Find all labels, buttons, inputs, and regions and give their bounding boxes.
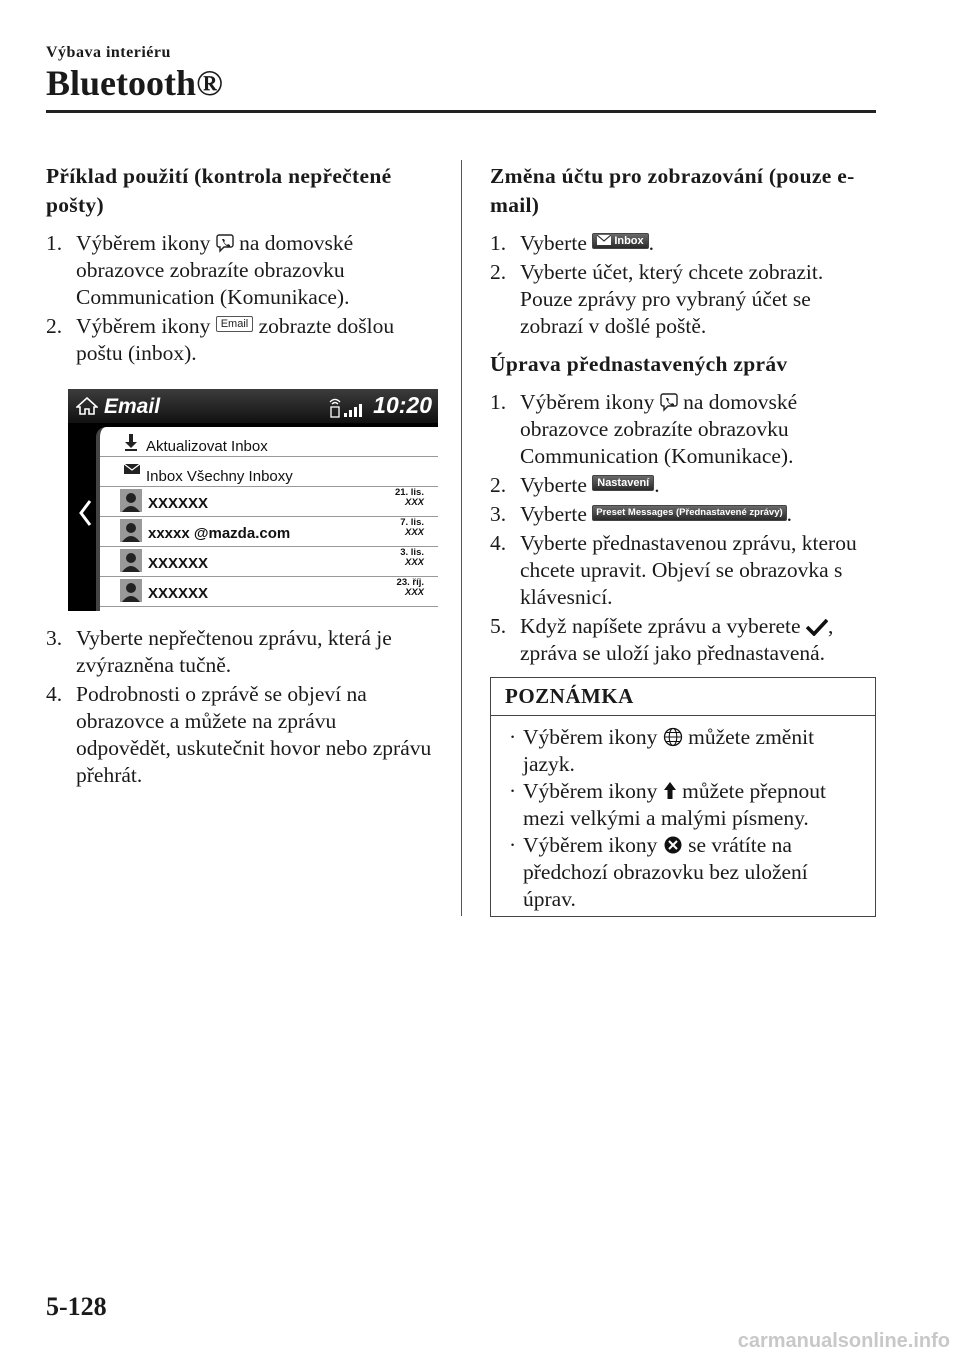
chapter-title: Bluetooth® <box>46 63 223 103</box>
message-sender: XXXXXX <box>148 555 209 572</box>
back-chevron-icon[interactable] <box>78 499 92 527</box>
step-number: 2. <box>490 260 507 284</box>
note-item: · Výběrem ikony se vrátíte na předchozí obrazovku bez uložení úprav. <box>509 833 808 911</box>
message-row[interactable] <box>100 577 438 607</box>
step-number: 1. <box>490 390 507 414</box>
section-heading-account: Změna účtu pro zobrazování (pouze e-mail) <box>490 164 855 217</box>
step-item <box>490 501 876 528</box>
message-sender: xxxxx @mazda.com <box>148 525 291 542</box>
step-text: Vyberte <box>520 231 587 255</box>
step-text: Výběrem ikony <box>76 231 211 255</box>
inbox-list <box>96 427 438 611</box>
step-item <box>46 681 436 789</box>
inbox-button-glyph: Inbox <box>592 233 648 249</box>
step-item <box>490 472 876 499</box>
communication-icon <box>660 392 678 412</box>
step-item <box>490 389 876 470</box>
note-box <box>490 677 876 917</box>
contact-avatar-icon <box>120 549 142 572</box>
note-item: · Výběrem ikony můžete přepnout mezi velkými a malými písmeny. <box>509 779 826 830</box>
message-row[interactable] <box>100 487 438 517</box>
menu-row-label: Aktualizovat Inbox <box>146 438 268 455</box>
communication-icon <box>216 233 234 253</box>
header-rule <box>46 110 876 113</box>
section-label: Výbava interiéru <box>46 44 171 61</box>
step-number: 4. <box>46 682 63 706</box>
screen-title: Email <box>104 395 161 418</box>
steps-list-account <box>490 230 876 340</box>
envelope-icon <box>597 235 611 245</box>
message-row[interactable] <box>100 517 438 547</box>
step-text: Výběrem ikony <box>76 314 211 338</box>
section-heading-presets: Úprava přednastavených zpráv <box>490 352 788 376</box>
note-text: Výběrem ikony <box>523 833 658 857</box>
settings-button-glyph: Nastavení <box>592 475 654 491</box>
page-number: 5-128 <box>46 1292 107 1321</box>
contact-avatar-icon <box>120 579 142 602</box>
step-text: Vyberte přednastavenou zprávu, kterou chcete upravit. Objeví se obrazovka s klávesnicí. <box>520 531 857 609</box>
step-text: na domovské obrazovce zobrazíte obrazovku Communication (Komunikace). <box>520 390 798 468</box>
step-number: 3. <box>46 626 63 650</box>
email-screen-illustration <box>68 389 438 611</box>
steps-list-left-continued <box>46 625 436 789</box>
menu-row-label: Inbox Všechny Inboxy <box>146 468 293 485</box>
note-text: můžete přepnout mezi velkými a malými písmeny. <box>523 779 826 830</box>
note-text: Výběrem ikony <box>523 725 658 749</box>
note-list <box>491 716 875 913</box>
message-sender: XXXXXX <box>148 495 209 512</box>
step-text: na domovské obrazovce zobrazíte obrazovku Communication (Komunikace). <box>76 231 354 309</box>
steps-list-left <box>46 230 436 367</box>
step-text: . <box>654 473 660 497</box>
step-item <box>490 530 876 611</box>
note-text: se vrátíte na předchozí obrazovku bez uložení úprav. <box>523 833 808 911</box>
message-date: 21. lis. XXX <box>394 487 424 508</box>
step-number: 1. <box>490 231 507 255</box>
step-item <box>46 313 436 367</box>
step-text: , zpráva se uloží jako přednastavená. <box>520 614 834 665</box>
steps-list-presets <box>490 389 876 667</box>
message-row[interactable] <box>100 547 438 577</box>
message-sender: XXXXXX <box>148 585 209 602</box>
section-heading-unread-mail: Příklad použití (kontrola nepřečtené pošty) <box>46 164 392 217</box>
step-text: Vyberte <box>520 502 587 526</box>
checkmark-icon <box>806 618 828 636</box>
step-text: Vyberte <box>520 473 587 497</box>
shift-arrow-icon <box>663 781 677 801</box>
message-date: 7. lis. XXX <box>400 517 424 538</box>
email-button-glyph: Email <box>216 316 254 332</box>
step-text: . <box>786 502 793 526</box>
contact-avatar-icon <box>120 489 142 512</box>
cancel-x-icon <box>663 835 683 855</box>
step-text: Výběrem ikony <box>520 390 655 414</box>
step-text: Podrobnosti o zprávě se objeví na obrazovce a můžete na zprávu odpovědět, uskutečnit hovor nebo zprávu přehrát. <box>76 682 432 787</box>
step-number: 2. <box>490 473 507 497</box>
step-item <box>490 259 876 340</box>
note-text: můžete změnit jazyk. <box>523 725 815 776</box>
screen-clock: 10:20 <box>373 392 432 418</box>
menu-row-refresh[interactable] <box>100 427 438 457</box>
note-item: · Výběrem ikony můžete změnit jazyk. <box>509 725 815 776</box>
note-title: POZNÁMKA <box>491 678 875 716</box>
step-item <box>490 613 876 667</box>
message-date: 23. říj. XXX <box>396 577 424 598</box>
download-arrow-icon <box>124 433 138 451</box>
step-number: 5. <box>490 614 507 638</box>
note-text: Výběrem ikony <box>523 779 658 803</box>
watermark: carmanualsonline.info <box>737 1330 950 1352</box>
step-number: 2. <box>46 314 63 338</box>
globe-icon <box>663 727 683 747</box>
step-item <box>46 625 436 679</box>
left-column <box>46 162 436 791</box>
menu-row-inbox[interactable] <box>100 457 438 487</box>
envelope-icon <box>124 463 140 475</box>
contact-avatar-icon <box>120 519 142 542</box>
signal-status-icon <box>326 393 364 419</box>
step-item <box>490 230 876 257</box>
step-number: 4. <box>490 531 507 555</box>
step-number: 1. <box>46 231 63 255</box>
step-text: . <box>648 231 655 255</box>
step-text: Vyberte účet, který chcete zobrazit. Pouze zprávy pro vybraný účet se zobrazí v došlé poště. <box>520 260 824 338</box>
step-text: Když napíšete zprávu a vyberete <box>520 614 801 638</box>
step-text: zobrazte došlou poštu (inbox). <box>76 314 395 365</box>
step-text: Vyberte nepřečtenou zprávu, která je zvýrazněna tučně. <box>76 626 392 677</box>
column-divider <box>461 160 462 916</box>
step-item <box>46 230 436 311</box>
preset-messages-button-glyph: Preset Messages (Přednastavené zprávy) <box>592 505 786 521</box>
right-column <box>490 162 876 669</box>
home-icon <box>76 397 98 415</box>
message-date: 3. lis. XXX <box>400 547 424 568</box>
step-number: 3. <box>490 502 507 526</box>
